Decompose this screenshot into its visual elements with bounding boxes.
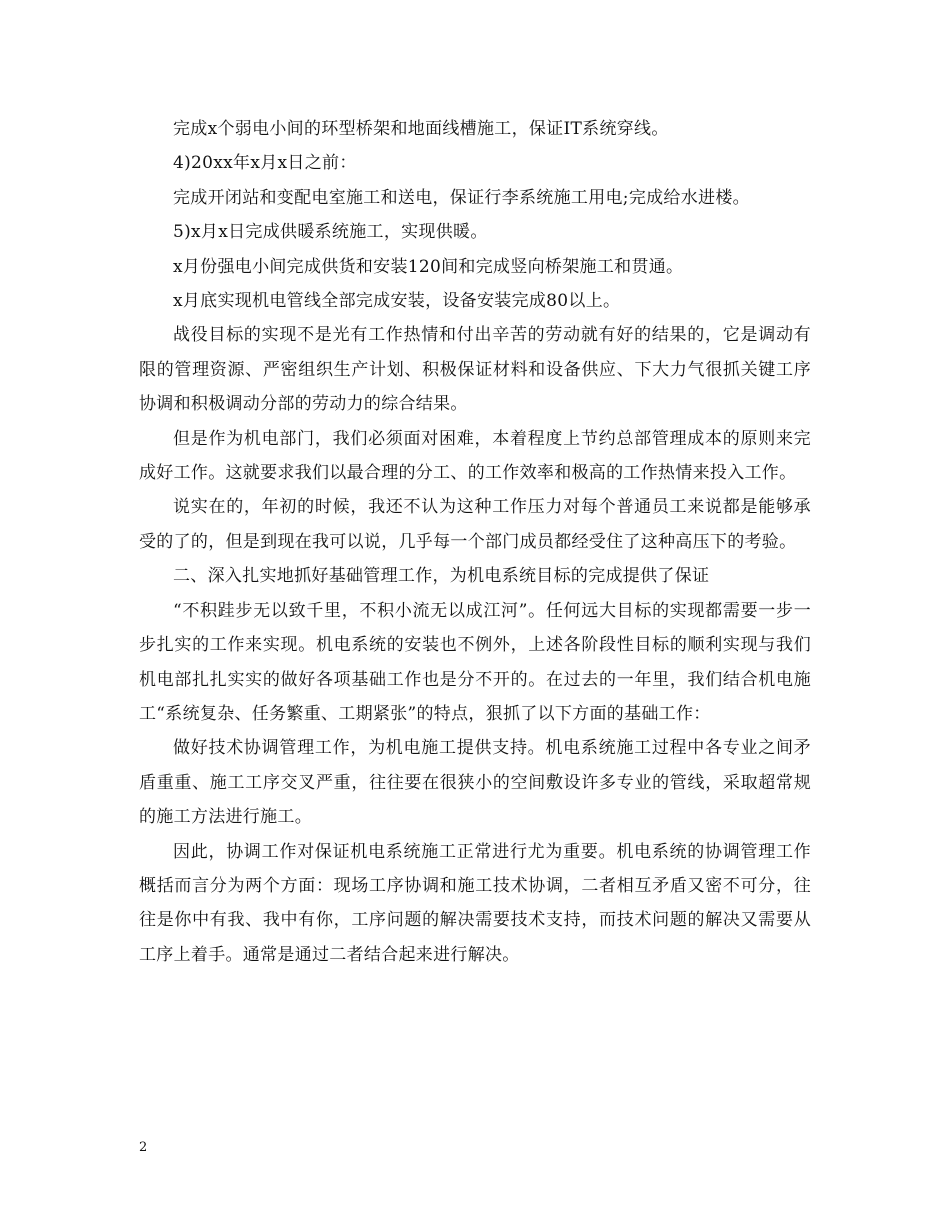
paragraph-3: 完成开闭站和变配电室施工和送电，保证行李系统施工用电;完成给水进楼。 xyxy=(173,187,750,208)
paragraph-6: x月底实现机电管线全部完成安装，设备安装完成80以上。 xyxy=(173,291,621,312)
page-number: 2 xyxy=(139,1140,148,1155)
paragraph-7: 战役目标的实现不是光有工作热情和付出辛苦的劳动就有好的结果的，它是调动有限的管理资源、严密组织生产计划、积极保证材料和设备供应、下大力气很抓关键工序协调和积极调动分部的劳动力的综合结果。 xyxy=(139,325,811,415)
paragraph-5: x月份强电小间完成供货和安装120间和完成竖向桥架施工和贯通。 xyxy=(173,256,684,277)
paragraph-12: 做好技术协调管理工作，为机电施工提供支持。机电系统施工过程中各专业之间矛盾重重、施工工序交叉严重，往往要在很狭小的空间敷设许多专业的管线，采取超常规的施工方法进行施工。 xyxy=(139,738,811,828)
paragraph-11: “不积跬步无以致千里，不积小流无以成江河”。任何远大目标的实现都需要一步一步扎实的工作来实现。机电系统的安装也不例外，上述各阶段性目标的顺利实现与我们机电部扎扎实实的做好各项基础工作也是分不开的。在过去的一年里，我们结合机电施工“系统复杂、任务繁重、工期紧张”的特点，狠抓了以下方面的基础工作： xyxy=(139,600,811,724)
document-body xyxy=(139,112,811,972)
paragraph-4: 5)x月x日完成供暖系统施工，实现供暖。 xyxy=(173,222,488,243)
paragraph-1: 完成x个弱电小间的环型桥架和地面线槽施工，保证IT系统穿线。 xyxy=(173,119,669,139)
paragraph-2: 4)20xx年x月x日之前： xyxy=(173,153,357,174)
section-heading: 二、深入扎实地抓好基础管理工作，为机电系统目标的完成提供了保证 xyxy=(173,566,710,587)
paragraph-9: 说实在的，年初的时候，我还不认为这种工作压力对每个普通员工来说都是能够承受的了的，但是到现在我可以说，几乎每一个部门成员都经受住了这种高压下的考验。 xyxy=(139,497,811,552)
paragraph-13: 因此，协调工作对保证机电系统施工正常进行尤为重要。机电系统的协调管理工作概括而言分为两个方面：现场工序协调和施工技术协调，二者相互矛盾又密不可分，往往是你中有我、我中有你，工序问题的解决需要技术支持，而技术问题的解决又需要从工序上着手。通常是通过二者结合起来进行解决。 xyxy=(139,841,811,965)
paragraph-8: 但是作为机电部门，我们必须面对困难，本着程度上节约总部管理成本的原则来完成好工作。这就要求我们以最合理的分工、的工作效率和极高的工作热情来投入工作。 xyxy=(139,428,811,484)
